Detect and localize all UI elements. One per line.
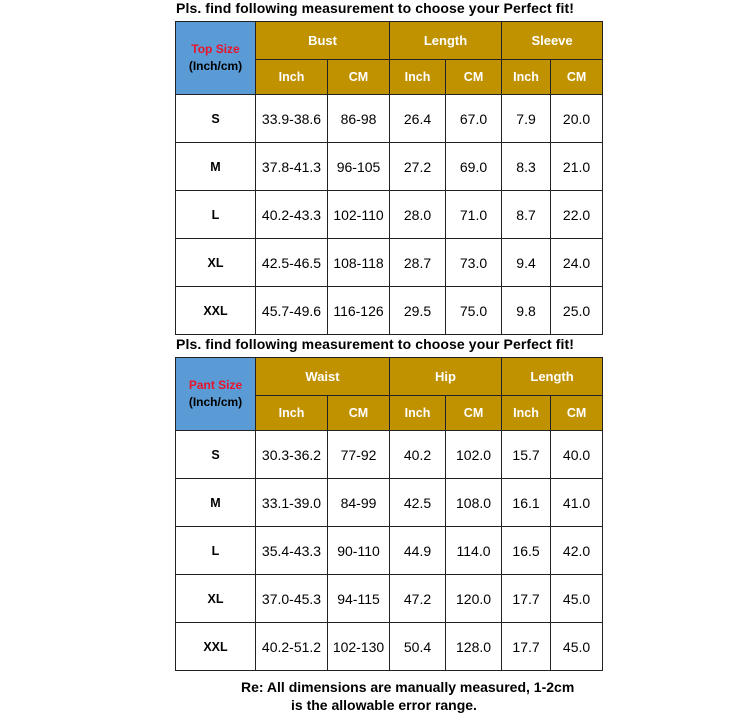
value-cell: 86-98 xyxy=(328,95,390,143)
group-header-bust: Bust xyxy=(256,22,390,60)
value-cell: 108.0 xyxy=(446,479,502,527)
pant-size-label-line2: (Inch/cm) xyxy=(188,395,243,409)
subheader-cell: CM xyxy=(551,396,603,431)
value-cell: 25.0 xyxy=(551,287,603,335)
value-cell: 40.0 xyxy=(551,431,603,479)
measurement-note xyxy=(241,678,621,714)
value-cell: 45.0 xyxy=(551,623,603,671)
value-cell: 42.0 xyxy=(551,527,603,575)
table-row xyxy=(176,527,603,575)
value-cell: 128.0 xyxy=(446,623,502,671)
value-cell: 45.0 xyxy=(551,575,603,623)
pant-size-table xyxy=(175,357,603,671)
bottom-heading: Pls. find following measurement to choose your Perfect fit! xyxy=(176,336,574,352)
value-cell: 16.5 xyxy=(502,527,551,575)
value-cell: 37.8-41.3 xyxy=(256,143,328,191)
value-cell: 67.0 xyxy=(446,95,502,143)
value-cell: 9.4 xyxy=(502,239,551,287)
value-cell: 28.7 xyxy=(390,239,446,287)
value-cell: 102-130 xyxy=(328,623,390,671)
value-cell: 33.1-39.0 xyxy=(256,479,328,527)
value-cell: 35.4-43.3 xyxy=(256,527,328,575)
value-cell: 9.8 xyxy=(502,287,551,335)
value-cell: 44.9 xyxy=(390,527,446,575)
table-row xyxy=(176,575,603,623)
value-cell: 8.7 xyxy=(502,191,551,239)
value-cell: 24.0 xyxy=(551,239,603,287)
subheader-cell: Inch xyxy=(256,396,328,431)
group-header-sleeve: Sleeve xyxy=(502,22,603,60)
value-cell: 75.0 xyxy=(446,287,502,335)
value-cell: 45.7-49.6 xyxy=(256,287,328,335)
value-cell: 15.7 xyxy=(502,431,551,479)
value-cell: 96-105 xyxy=(328,143,390,191)
size-cell: XXL xyxy=(176,287,256,335)
subheader-cell: CM xyxy=(551,60,603,95)
value-cell: 47.2 xyxy=(390,575,446,623)
value-cell: 17.7 xyxy=(502,575,551,623)
size-cell: M xyxy=(176,143,256,191)
size-cell: XL xyxy=(176,239,256,287)
table-row xyxy=(176,191,603,239)
value-cell: 20.0 xyxy=(551,95,603,143)
value-cell: 29.5 xyxy=(390,287,446,335)
size-cell: L xyxy=(176,191,256,239)
value-cell: 102-110 xyxy=(328,191,390,239)
table-row xyxy=(176,143,603,191)
value-cell: 94-115 xyxy=(328,575,390,623)
table-row xyxy=(176,239,603,287)
value-cell: 27.2 xyxy=(390,143,446,191)
value-cell: 71.0 xyxy=(446,191,502,239)
note-line-2: is the allowable error range. xyxy=(291,697,477,713)
top-size-label-line2: (Inch/cm) xyxy=(188,59,243,73)
value-cell: 8.3 xyxy=(502,143,551,191)
table-row xyxy=(176,287,603,335)
group-header-waist: Waist xyxy=(256,358,390,396)
value-cell: 7.9 xyxy=(502,95,551,143)
subheader-cell: CM xyxy=(328,396,390,431)
top-size-table xyxy=(175,21,603,335)
subheader-cell: Inch xyxy=(502,396,551,431)
value-cell: 37.0-45.3 xyxy=(256,575,328,623)
size-cell: M xyxy=(176,479,256,527)
value-cell: 40.2 xyxy=(390,431,446,479)
subheader-cell: CM xyxy=(328,60,390,95)
value-cell: 77-92 xyxy=(328,431,390,479)
table-row xyxy=(176,623,603,671)
subheader-cell: Inch xyxy=(502,60,551,95)
group-header-length: Length xyxy=(502,358,603,396)
value-cell: 41.0 xyxy=(551,479,603,527)
pant-size-label-line1: Pant Size xyxy=(188,378,243,392)
table-row xyxy=(176,479,603,527)
table-row xyxy=(176,95,603,143)
subheader-cell: CM xyxy=(446,396,502,431)
value-cell: 73.0 xyxy=(446,239,502,287)
subheader-cell: Inch xyxy=(256,60,328,95)
size-cell: XXL xyxy=(176,623,256,671)
group-header-length: Length xyxy=(390,22,502,60)
value-cell: 33.9-38.6 xyxy=(256,95,328,143)
value-cell: 90-110 xyxy=(328,527,390,575)
size-cell: S xyxy=(176,95,256,143)
value-cell: 102.0 xyxy=(446,431,502,479)
subheader-cell: Inch xyxy=(390,60,446,95)
value-cell: 40.2-43.3 xyxy=(256,191,328,239)
value-cell: 26.4 xyxy=(390,95,446,143)
table-row xyxy=(176,431,603,479)
value-cell: 30.3-36.2 xyxy=(256,431,328,479)
value-cell: 40.2-51.2 xyxy=(256,623,328,671)
value-cell: 108-118 xyxy=(328,239,390,287)
value-cell: 42.5 xyxy=(390,479,446,527)
top-size-label-line1: Top Size xyxy=(191,42,240,56)
value-cell: 42.5-46.5 xyxy=(256,239,328,287)
subheader-cell: Inch xyxy=(390,396,446,431)
value-cell: 84-99 xyxy=(328,479,390,527)
value-cell: 50.4 xyxy=(390,623,446,671)
size-cell: L xyxy=(176,527,256,575)
value-cell: 22.0 xyxy=(551,191,603,239)
value-cell: 21.0 xyxy=(551,143,603,191)
value-cell: 114.0 xyxy=(446,527,502,575)
size-cell: XL xyxy=(176,575,256,623)
pant-size-label xyxy=(176,358,256,431)
value-cell: 69.0 xyxy=(446,143,502,191)
value-cell: 116-126 xyxy=(328,287,390,335)
value-cell: 17.7 xyxy=(502,623,551,671)
top-size-label xyxy=(176,22,256,95)
size-cell: S xyxy=(176,431,256,479)
value-cell: 120.0 xyxy=(446,575,502,623)
value-cell: 16.1 xyxy=(502,479,551,527)
group-header-hip: Hip xyxy=(390,358,502,396)
top-heading: Pls. find following measurement to choose your Perfect fit! xyxy=(176,0,574,16)
value-cell: 28.0 xyxy=(390,191,446,239)
note-line-1: Re: All dimensions are manually measured, 1-2cm xyxy=(241,679,575,695)
subheader-cell: CM xyxy=(446,60,502,95)
